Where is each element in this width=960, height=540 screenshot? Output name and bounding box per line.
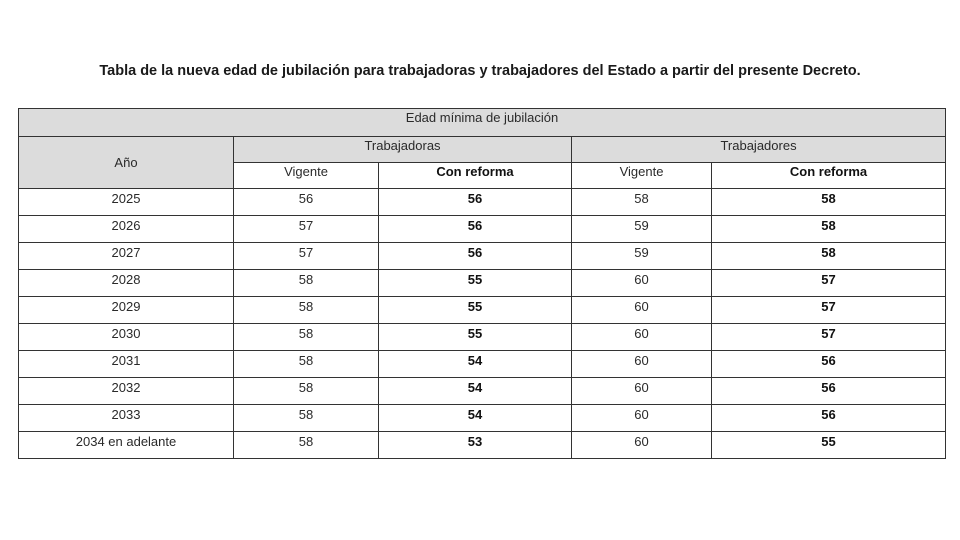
table-row <box>19 297 946 324</box>
cell-women-reform: 55 <box>379 324 572 351</box>
cell-women-reform: 55 <box>379 270 572 297</box>
cell-women-reform: 54 <box>379 405 572 432</box>
header-min-retirement-age: Edad mínima de jubilación <box>19 109 946 137</box>
table-row <box>19 216 946 243</box>
cell-women-current: 58 <box>234 297 379 324</box>
cell-men-reform: 56 <box>712 351 946 378</box>
table-row <box>19 270 946 297</box>
header-group-men: Trabajadores <box>572 137 946 163</box>
cell-year: 2030 <box>19 324 234 351</box>
cell-men-current: 60 <box>572 324 712 351</box>
cell-men-current: 60 <box>572 297 712 324</box>
table-row <box>19 351 946 378</box>
header-women-current: Vigente <box>234 163 379 189</box>
cell-men-current: 60 <box>572 351 712 378</box>
cell-men-current: 60 <box>572 432 712 459</box>
cell-men-current: 60 <box>572 378 712 405</box>
table-row <box>19 405 946 432</box>
cell-women-current: 57 <box>234 216 379 243</box>
cell-women-reform: 56 <box>379 243 572 270</box>
header-group-women: Trabajadoras <box>234 137 572 163</box>
cell-men-reform: 57 <box>712 297 946 324</box>
cell-year: 2025 <box>19 189 234 216</box>
cell-women-reform: 53 <box>379 432 572 459</box>
header-men-reform: Con reforma <box>712 163 946 189</box>
cell-women-current: 58 <box>234 324 379 351</box>
cell-year: 2031 <box>19 351 234 378</box>
table-row <box>19 432 946 459</box>
header-women-reform: Con reforma <box>379 163 572 189</box>
cell-year: 2029 <box>19 297 234 324</box>
cell-women-current: 58 <box>234 378 379 405</box>
cell-men-current: 58 <box>572 189 712 216</box>
cell-men-reform: 58 <box>712 189 946 216</box>
cell-women-reform: 54 <box>379 351 572 378</box>
cell-women-reform: 56 <box>379 216 572 243</box>
header-men-current: Vigente <box>572 163 712 189</box>
cell-women-current: 58 <box>234 270 379 297</box>
cell-year: 2034 en adelante <box>19 432 234 459</box>
cell-men-current: 60 <box>572 405 712 432</box>
cell-women-current: 58 <box>234 405 379 432</box>
table-row <box>19 324 946 351</box>
cell-men-reform: 58 <box>712 216 946 243</box>
table-row <box>19 378 946 405</box>
cell-women-current: 58 <box>234 432 379 459</box>
cell-year: 2026 <box>19 216 234 243</box>
cell-women-reform: 55 <box>379 297 572 324</box>
cell-women-current: 57 <box>234 243 379 270</box>
table-row <box>19 243 946 270</box>
cell-year: 2027 <box>19 243 234 270</box>
cell-men-reform: 57 <box>712 270 946 297</box>
table-title: Tabla de la nueva edad de jubilación para trabajadoras y trabajadores del Estado a partir del presente Decreto. <box>99 63 861 79</box>
header-year: Año <box>19 137 234 189</box>
cell-men-reform: 57 <box>712 324 946 351</box>
table-row <box>19 189 946 216</box>
cell-men-reform: 55 <box>712 432 946 459</box>
cell-women-reform: 56 <box>379 189 572 216</box>
cell-women-reform: 54 <box>379 378 572 405</box>
cell-women-current: 58 <box>234 351 379 378</box>
retirement-age-table <box>18 108 946 459</box>
cell-men-reform: 58 <box>712 243 946 270</box>
cell-year: 2028 <box>19 270 234 297</box>
cell-men-current: 60 <box>572 270 712 297</box>
cell-men-current: 59 <box>572 216 712 243</box>
cell-men-reform: 56 <box>712 405 946 432</box>
cell-men-current: 59 <box>572 243 712 270</box>
cell-men-reform: 56 <box>712 378 946 405</box>
cell-women-current: 56 <box>234 189 379 216</box>
cell-year: 2033 <box>19 405 234 432</box>
cell-year: 2032 <box>19 378 234 405</box>
